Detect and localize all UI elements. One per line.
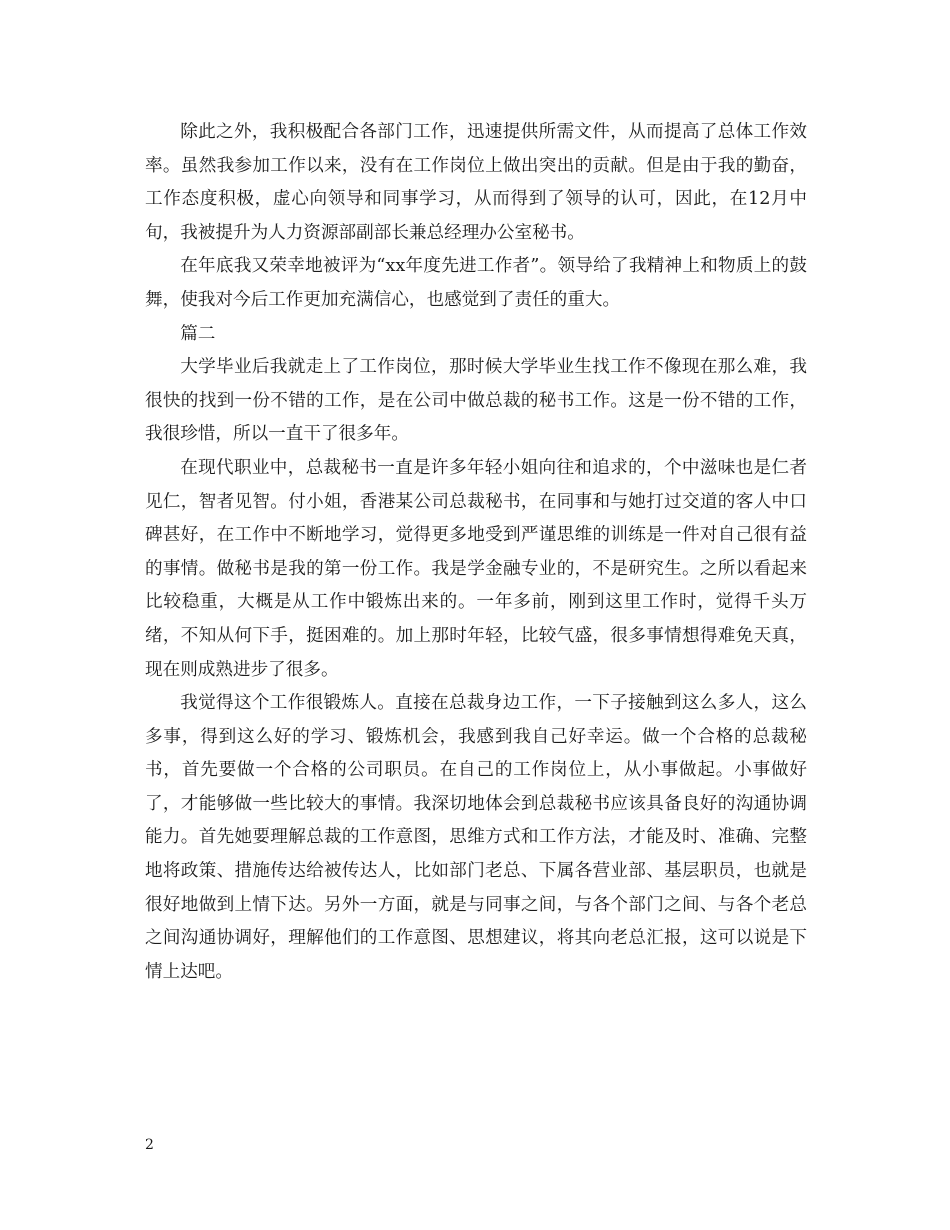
paragraph-5: 我觉得这个工作很锻炼人。直接在总裁身边工作，一下子接触到这么多人，这么多事，得到这么好的学习、锻炼机会，我感到我自己好幸运。做一个合格的总裁秘书，首先要做一个合格的公司职员。在自己的工作岗位上，从小事做起。小事做好了，才能够做一些比较大的事情。我深切地体会到总裁秘书应该具备良好的沟通协调能力。首先她要理解总裁的工作意图，思维方式和工作方法，才能及时、准确、完整地将政策、措施传达给被传达人，比如部门老总、下属各营业部、基层职员，也就是很好地做到上情下达。另外一方面，就是与同事之间，与各个部门之间、与各个老总之间沟通协调好，理解他们的工作意图、思想建议，将其向老总汇报，这可以说是下情上达吧。 bbox=[145, 693, 807, 982]
document-body bbox=[145, 116, 807, 989]
paragraph-1: 除此之外，我积极配合各部门工作，迅速提供所需文件，从而提高了总体工作效率。虽然我参加工作以来，没有在工作岗位上做出突出的贡献。但是由于我的勤奋，工作态度积极，虚心向领导和同事学习，从而得到了领导的认可，因此，在12月中旬，我被提升为人力资源部副部长兼总经理办公室秘书。 bbox=[145, 122, 807, 243]
paragraph-4: 在现代职业中，总裁秘书一直是许多年轻小姐向往和追求的，个中滋味也是仁者见仁，智者见智。付小姐，香港某公司总裁秘书，在同事和与她打过交道的客人中口碑甚好，在工作中不断地学习，觉得更多地受到严谨思维的训练是一件对自己很有益的事情。做秘书是我的第一份工作。我是学金融专业的，不是研究生。之所以看起来比较稳重，大概是从工作中锻炼出来的。一年多前，刚到这里工作时，觉得千头万绪，不知从何下手，挺困难的。加上那时年轻，比较气盛，很多事情想得难免天真，现在则成熟进步了很多。 bbox=[145, 457, 807, 680]
paragraph-3: 大学毕业后我就走上了工作岗位，那时候大学毕业生找工作不像现在那么难，我很快的找到一份不错的工作，是在公司中做总裁的秘书工作。这是一份不错的工作，我很珍惜，所以一直干了很多年。 bbox=[145, 357, 807, 445]
page-number: 2 bbox=[145, 1137, 154, 1153]
section-heading: 篇二 bbox=[180, 323, 216, 344]
paragraph-2: 在年底我又荣幸地被评为“xx年度先进工作者”。领导给了我精神上和物质上的鼓舞，使我对今后工作更加充满信心，也感觉到了责任的重大。 bbox=[145, 256, 807, 310]
